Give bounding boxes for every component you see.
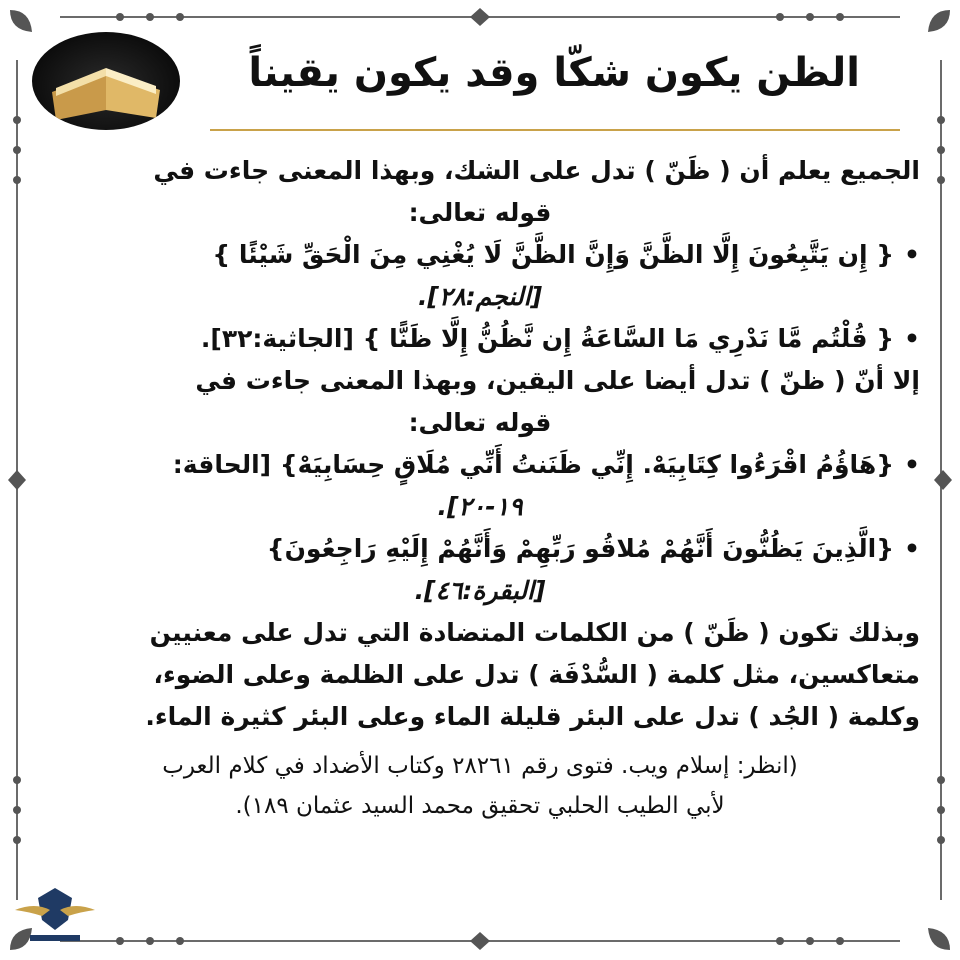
page-title: الظن يكون شكّا وقد يكون يقيناً: [248, 50, 860, 96]
source-note-1: (انظر: إسلام ويب. فتوى رقم ٢٨٢٦١ وكتاب الأضداد في كلام العرب: [162, 753, 798, 779]
bullet-icon: •: [904, 324, 920, 353]
forum-logo-icon: [10, 880, 100, 950]
intro-line-2: قوله تعالى:: [408, 198, 552, 227]
verse-2: [40, 318, 920, 360]
bullet-icon: •: [904, 450, 920, 479]
verse-3: [40, 444, 920, 486]
conclusion-line-3: وكلمة ( الجُد ) تدل على البئر قليلة الماء وعلى البئر كثيرة الماء.: [145, 702, 920, 731]
verse-1: [40, 234, 920, 276]
gold-underline-left: [210, 128, 480, 132]
article-body: [40, 150, 920, 826]
conclusion-line-2: متعاكسين، مثل كلمة ( السُّدْفَة ) تدل على الظلمة وعلى الضوء،: [153, 660, 920, 689]
verse-1-text: { إِن يَتَّبِعُونَ إِلَّا الظَّنَّ وَإِنَّ الظَّنَّ لَا يُغْنِي مِنَ الْحَقِّ شَيْئًا }: [212, 240, 895, 269]
verse-4: [40, 528, 920, 570]
verse-2-text: { قُلْتُم مَّا نَدْرِي مَا السَّاعَةُ إِن نَّظُنُّ إِلَّا ظَنًّا } [الجاثية:٣٢].: [200, 324, 895, 353]
verse-3-reference: ١٩-٢٠].: [437, 492, 523, 521]
bullet-icon: •: [904, 534, 920, 563]
source-note-2: لأبي الطيب الحلبي تحقيق محمد السيد عثمان ١٨٩).: [235, 793, 725, 819]
verse-4-reference: [البقرة:٤٦].: [414, 576, 546, 605]
intro-line-1: الجميع يعلم أن ( ظَنّ ) تدل على الشك، وبهذا المعنى جاءت في: [153, 156, 920, 185]
verse-1-reference: [النجم:٢٨].: [417, 282, 543, 311]
bullet-icon: •: [904, 240, 920, 269]
gold-underline-right: [480, 128, 900, 132]
middle-line-2: قوله تعالى:: [408, 408, 552, 437]
verse-4-text: {الَّذِينَ يَظُنُّونَ أَنَّهُمْ مُلاقُو رَبِّهِمْ وَأَنَّهُمْ إِلَيْهِ رَاجِعُونَ}: [266, 534, 895, 563]
verse-3-text: {هَاؤُمُ اقْرَءُوا كِتَابِيَهْ. إِنِّي ظَنَنتُ أَنِّي مُلَاقٍ حِسَابِيَهْ} [الحاقة:: [172, 450, 895, 479]
conclusion-line-1: وبذلك تكون ( ظَنّ ) من الكلمات المتضادة التي تدل على معنيين: [149, 618, 920, 647]
open-book-image: [32, 32, 180, 130]
middle-line-1: إلا أنّ ( ظنّ ) تدل أيضا على اليقين، وبهذا المعنى جاءت في: [195, 366, 920, 395]
